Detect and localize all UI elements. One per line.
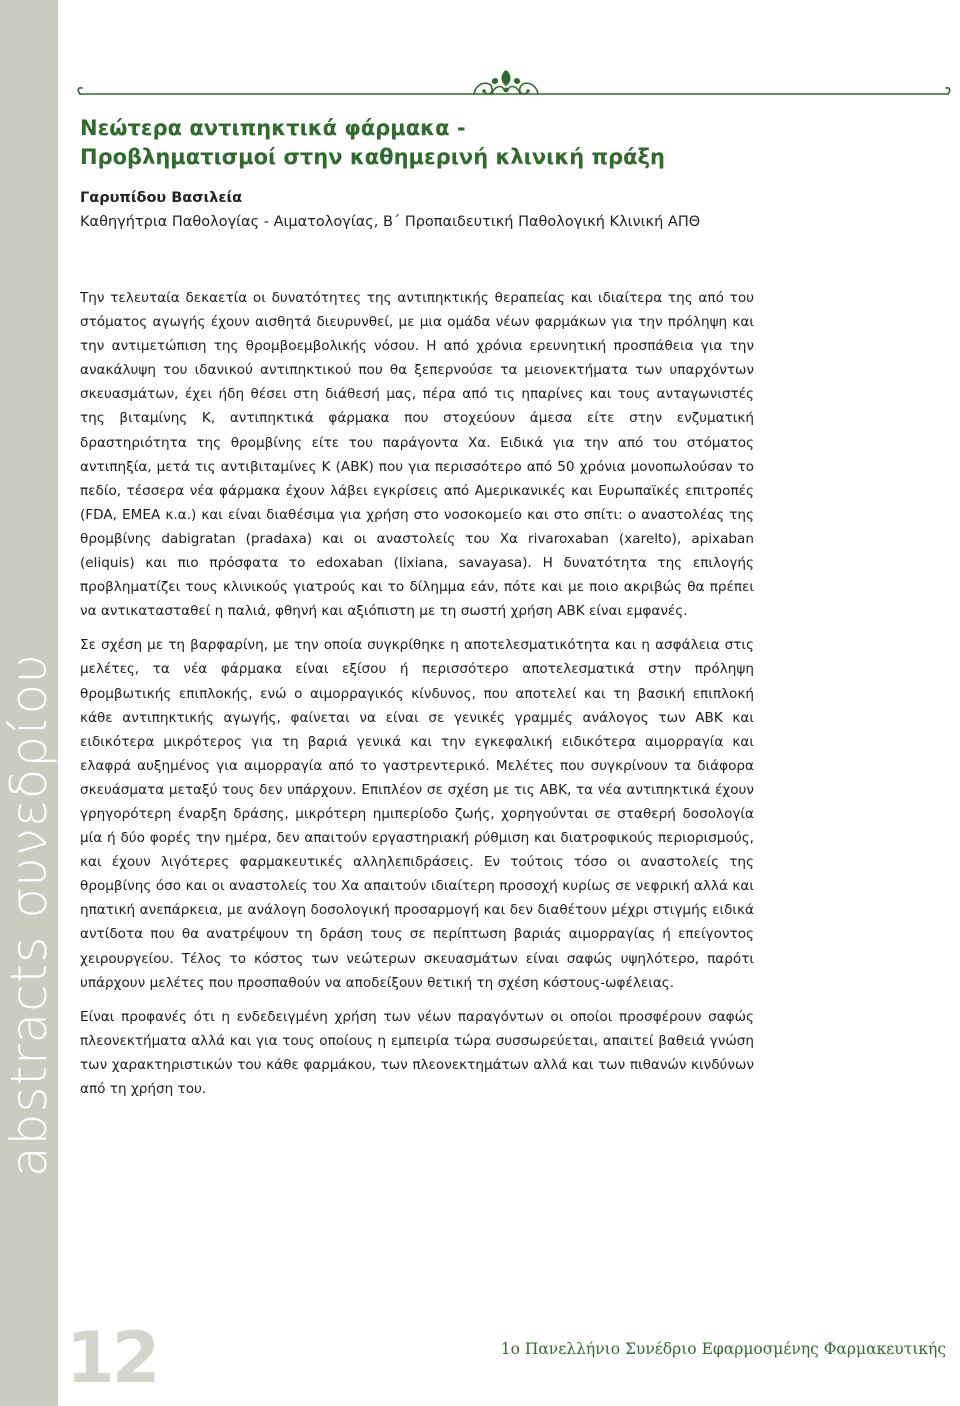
sidebar-label: abstracts συνεδρίου	[0, 652, 58, 1178]
body-paragraph-2: Σε σχέση με τη βαρφαρίνη, με την οποία συγκρίθηκε η αποτελεσματικότητα και η ασφάλεια στις μελέτες, τα νέα φάρμακα είναι εξίσου ή περισσότερο αποτελεσματικά στην πρόληψη θρομβωτικής επιπλοκής, ενώ ο αιμορραγικός κίνδυνος, που αποτελεί και τη βασική επιπλοκή κάθε αντιπηκτικής αγωγής, φαίνεται να είναι σε γενικές γραμμές ανάλογος των ΑΒΚ και ειδικότερα μικρότερος για τη βαριά γενικά και την εγκεφαλική ειδικότερα αιμορραγία και ελαφρά αυξημένος για αιμορραγία από το γαστρεντερικό. Μελέτες που συγκρίνουν τα διάφορα σκευάσματα μεταξύ τους δεν υπάρχουν. Επιπλέον σε σχέση με τις ΑΒΚ, τα νέα αντιπηκτικά έχουν γρηγορότερη έναρξη δράσης, μικρότερη ημιπερίοδο ζωής, χορηγούνται σε σταθερή δοσολογία μία ή δύο φορές την ημέρα, δεν απαιτούν εργαστηριακή ρύθμιση και διατροφικούς περιορισμούς, και έχουν λιγότερες φαρμακευτικές αλληλεπιδράσεις. Εν τούτοις τόσο οι αναστολείς της θρομβίνης όσο και οι αναστολείς του Χα απαιτούν ιδιαίτερη προσοχή κυρίως σε νεφρική αλλά και ηπατική ανεπάρκεια, με ανάλογη δοσολογική προσαρμογή και δεν διαθέτουν μέχρι στιγμής ειδικά αντίδοτα που θα ανατρέψουν τη δράση τους σε περίπτωση βαριάς αιμορραγίας ή επείγοντος χειρουργείου. Τέλος το κόστος των νεώτερων σκευασμάτων είναι σαφώς υψηλότερο, παρότι υπάρχουν μελέτες που προσπαθούν να αποδείξουν θετική τη σχέση κόστους-ωφέλειας.	[80, 637, 754, 991]
body-paragraph-1: Την τελευταία δεκαετία οι δυνατότητες της αντιπηκτικής θεραπείας και ιδιαίτερα της από του στόματος αγωγής έχουν αισθητά διευρυνθεί, με μια ομάδα νέων φαρμάκων για την πρόληψη και την αντιμετώπιση της θρομβοεμβολικής νόσου. Η από χρόνια ερευνητική προσπάθεια για την ανακάλυψη του ιδανικού αντιπηκτικού που θα ξεπερνούσε τα μειονεκτήματα των υπαρχόντων σκευασμάτων, έχει ήδη θέσει στη διάθεσή μας, πέρα από τις ηπαρίνες και τους ανταγωνιστές της βιταμίνης Κ, αντιπηκτικά φάρμακα που στοχεύουν άμεσα είτε στην ενζυματική δραστηριότητα της θρομβίνης είτε του παράγοντα Χα. Ειδικά για την από του στόματος αντιπηξία, μετά τις αντιβιταμίνες Κ (ΑΒΚ) που για περισσότερο από 50 χρόνια μονοπωλούσαν το πεδίο, τέσσερα νέα φάρμακα έχουν λάβει εγκρίσεις από Αμερικανικές και Ευρωπαϊκές επιτροπές (FDA, EMEA κ.α.) και είναι διαθέσιμα για χρήση στο νοσοκομείο και στο σπίτι: ο αναστολέας της θρομβίνης dabigratan (pradaxa) και οι αναστολείς του Χα rivaroxaban (xarelto), apixaban (eliquis) και πιο πρόσφατα το edoxaban (lixiana, savayasa). Η δυνατότητα της επιλογής προβληματίζει τους κλινικούς γιατρούς και το δίλημμα εάν, πότε και με ποιο ακριβώς θα πρέπει να αντικατασταθεί η παλιά, φθηνή και αξιόπιστη με τη σωστή χρήση ΑΒΚ είναι εμφανές.	[80, 290, 754, 620]
author-name: Γαρυπίδου Βασιλεία	[80, 190, 243, 206]
header-ornament	[76, 66, 956, 106]
title-line-2: Προβληματισμοί στην καθημερινή κλινική πράξη	[80, 145, 665, 169]
conference-name: 1ο Πανελλήνιο Συνέδριο Εφαρμοσμένης Φαρμακευτικής	[500, 1340, 946, 1358]
sidebar-band	[0, 0, 58, 1406]
title-line-1: Νεώτερα αντιπηκτικά φάρμακα -	[80, 116, 466, 140]
body-paragraph-3: Είναι προφανές ότι η ενδεδειγμένη χρήση των νέων παραγόντων οι οποίοι προσφέρουν σαφώς πλεονεκτήματα αλλά και για τους οποίους η εμπειρία τώρα συσσωρεύεται, απαιτεί βαθειά γνώση των χαρακτηριστικών του κάθε φαρμάκου, των πλεονεκτημάτων αλλά και των πιθανών κινδύνων από τη χρήση του.	[80, 1008, 754, 1097]
article-title	[80, 114, 940, 172]
page-number: 12	[66, 1317, 158, 1399]
article-body	[80, 286, 754, 1111]
author-affiliation: Καθηγήτρια Παθολογίας - Αιματολογίας, Β΄ Προπαιδευτική Παθολογική Κλινική ΑΠΘ	[80, 214, 701, 230]
